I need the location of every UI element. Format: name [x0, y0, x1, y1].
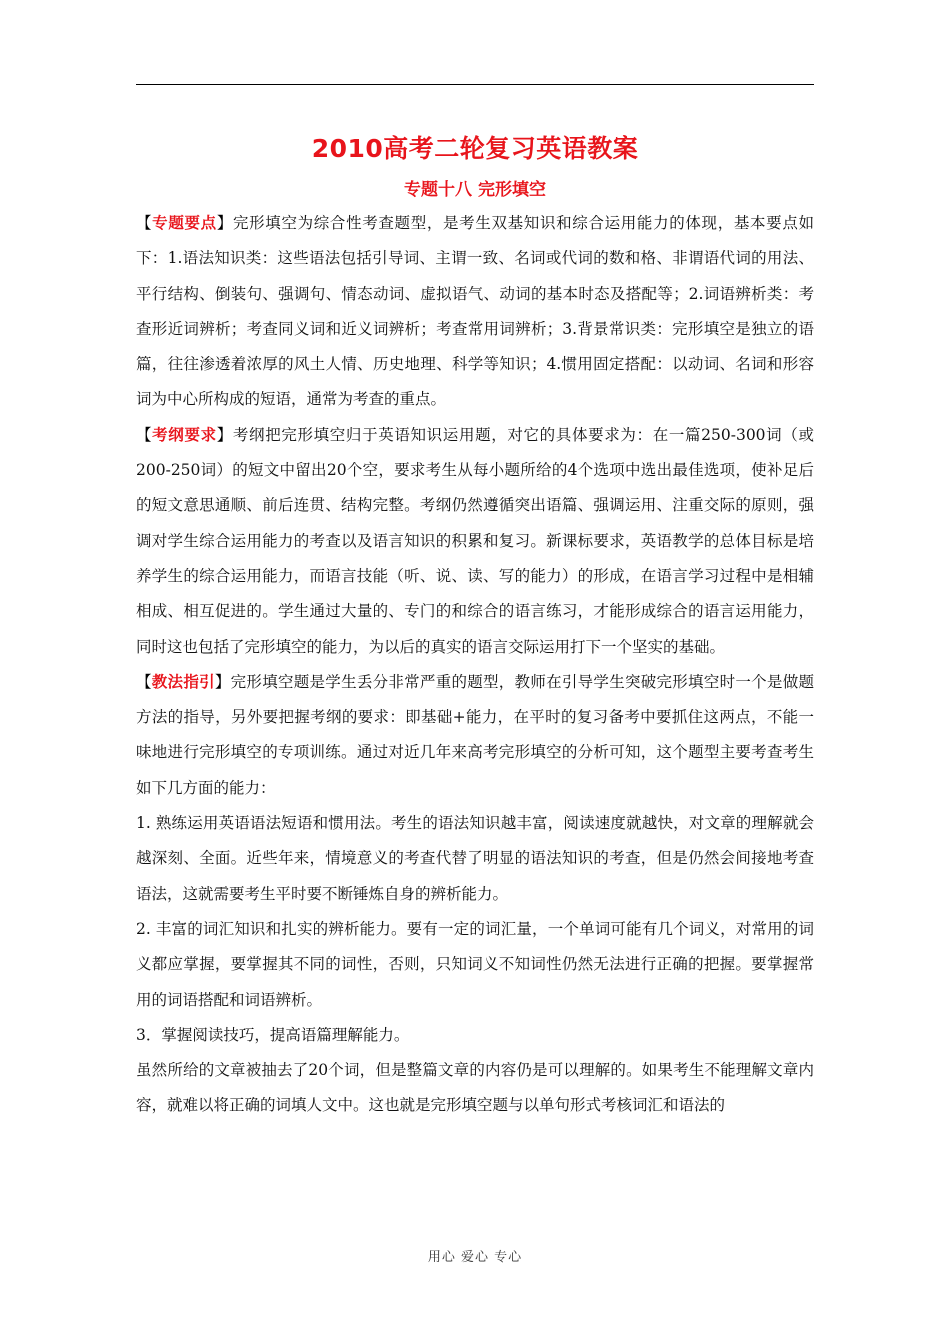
page-footer: 用心 爱心 专心: [427, 1250, 523, 1265]
continuation-paragraph: 虽然所给的文章被抽去了20个词，但是整篇文章的内容仍是可以理解的。如果考生不能理解文章内容，就难以将正确的词填人文中。这也就是完形填空题与以单句形式考核词汇和语法的: [136, 1061, 814, 1115]
section-tag: 专题要点: [152, 214, 217, 232]
section-text: 完形填空题是学生丢分非常严重的题型，教师在引导学生突破完形填空时一个是做题方法的指导，另外要把握考纲的要求：即基础+能力，在平时的复习备考中要抓住这两点，不能一味地进行完形填空的专项训练。通过对近几年来高考完形填空的分析可知，这个题型主要考查考生如下几方面的能力：: [136, 672, 814, 797]
section-tag: 教法指引: [151, 672, 215, 691]
section-text: 考纲把完形填空归于英语知识运用题，对它的具体要求为：在一篇250-300词（或200-250词）的短文中留出20个空，要求考生从每小题所给的4个选项中选出最佳选项，使补足后的短文意思通顺、前后连贯、结构完整。考纲仍然遵循突出语篇、强调运用、注重交际的原则，强调对学生综合运用能力的考查以及语言知识的积累和复习。新课标要求，英语教学的总体目标是培养学生的综合运用能力，而语言技能（听、说、读、写的能力）的形成，在语言学习过程中是相辅相成、相互促进的。学生通过大量的、专门的和综合的语言练习，才能形成综合的语言运用能力，同时这也包括了完形填空的能力，为以后的真实的语言交际运用打下一个坚实的基础。: [136, 425, 814, 656]
section-tag-bracket-close: 】: [216, 214, 233, 232]
ability-point-1: 1. 熟练运用英语语法短语和惯用法。考生的语法知识越丰富，阅读速度就越快，对文章的理解就会越深刻、全面。近些年来，情境意义的考查代替了明显的语法知识的考查，但是仍然会间接地考查语法，这就需要考生平时要不断锤炼自身的辨析能力。: [136, 814, 814, 903]
section-tag-bracket-close: 】: [216, 425, 233, 444]
ability-point-3: 3．掌握阅读技巧，提高语篇理解能力。: [136, 1025, 410, 1044]
document-title: 2010高考二轮复习英语教案: [311, 134, 639, 163]
section-key-points: [136, 206, 814, 418]
section-tag-bracket-open: 【: [136, 214, 153, 232]
section-teaching-guide: [136, 665, 814, 806]
section-text: 完形填空为综合性考查题型，是考生双基知识和综合运用能力的体现，基本要点如下：1.语法知识类：这些语法包括引导词、主谓一致、名词或代词的数和格、非谓语代词的用法、平行结构、倒装句、强调句、情态动词、虚拟语气、动词的基本时态及搭配等；2.词语辨析类：考查形近词辨析；考查同义词和近义词辨析；考查常用词辨析；3.背景常识类：完形填空是独立的语篇，往往渗透着浓厚的风土人情、历史地理、科学等知识；4.惯用固定搭配：以动词、名词和形容词为中心所构成的短语，通常为考查的重点。: [136, 214, 814, 409]
document-subtitle: 专题十八 完形填空: [404, 180, 546, 200]
section-tag-bracket-open: 【: [136, 672, 152, 691]
document-body: [136, 128, 814, 1124]
header-rule: [136, 84, 814, 85]
section-tag-bracket-close: 】: [214, 672, 231, 691]
section-tag: 考纲要求: [152, 425, 217, 444]
section-tag-bracket-open: 【: [136, 425, 153, 444]
section-syllabus: [136, 418, 814, 665]
ability-point-2: 2. 丰富的词汇知识和扎实的辨析能力。要有一定的词汇量，一个单词可能有几个词义，对常用的词义都应掌握，要掌握其不同的词性，否则，只知词义不知词性仍然无法进行正确的把握。要掌握常用的词语搭配和词语辨析。: [136, 919, 814, 1009]
